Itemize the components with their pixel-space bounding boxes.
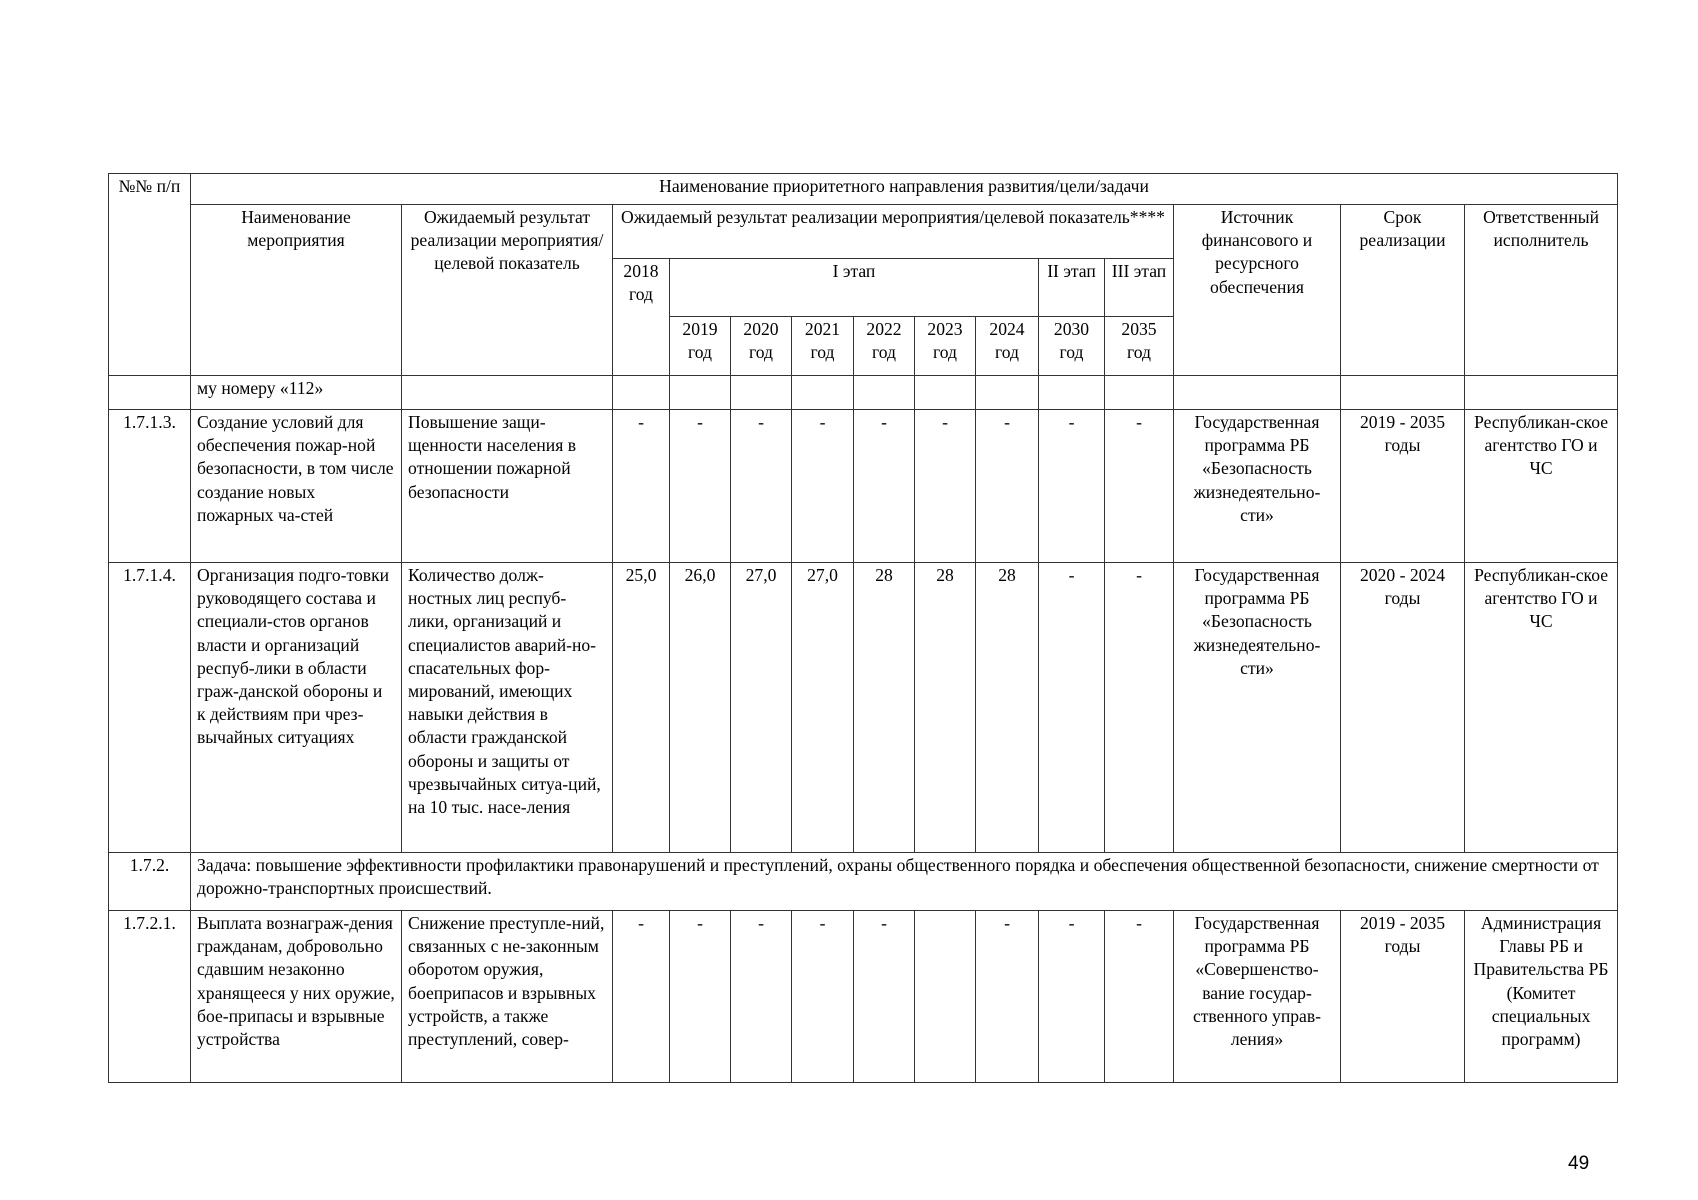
header-responsible: Ответственный исполнитель [1465, 205, 1618, 376]
cell-value-2021: - [792, 911, 854, 1083]
cell-empty [854, 376, 915, 410]
cell-empty [1465, 376, 1618, 410]
cell-term: 2019 - 2035 годы [1341, 911, 1465, 1083]
header-year: 2021 год [792, 317, 854, 376]
cell-empty [792, 376, 854, 410]
cell-measure-name: Организация подго-товки руководящего состава и специали-стов органов власти и организаций респуб-лики в области граж-данской обороны и к действиям при чрез-вычайных ситуациях [191, 563, 402, 853]
cell-empty [613, 376, 670, 410]
header-stage-3: III этап [1105, 259, 1174, 317]
cell-value-2023: - [915, 410, 976, 563]
header-expected-result: Ожидаемый результат реализации мероприятия/целевой показатель [402, 205, 613, 376]
header-num-col: №№ п/п [109, 174, 191, 376]
cell-term: 2020 - 2024 годы [1341, 563, 1465, 853]
cell-value-2020: - [731, 410, 792, 563]
cell-value-2024: 28 [976, 563, 1039, 853]
cell-value-2023 [915, 911, 976, 1083]
table-row [109, 911, 1618, 1083]
cell-measure-name: Выплата вознаграж-дения гражданам, добровольно сдавшим незаконно хранящееся у них оружие, бое-припасы и взрывные устройства [191, 911, 402, 1083]
cell-responsible: Республикан-ское агентство ГО и ЧС [1465, 410, 1618, 563]
cell-value-2030: - [1039, 410, 1105, 563]
cell-empty [976, 376, 1039, 410]
cell-num: 1.7.2.1. [109, 911, 191, 1083]
cell-value-2023: 28 [915, 563, 976, 853]
cell-value-2024: - [976, 911, 1039, 1083]
program-table [108, 173, 1618, 1083]
header-year: 2019 год [670, 317, 731, 376]
cell-value-2020: 27,0 [731, 563, 792, 853]
cell-value-2022: - [854, 410, 915, 563]
header-expected-result-group: Ожидаемый результат реализации мероприятия/целевой показатель**** [613, 205, 1174, 259]
cell-value-2022: - [854, 911, 915, 1083]
cell-value-2035: - [1105, 911, 1174, 1083]
table-row [109, 410, 1618, 563]
cell-expected-result: Снижение преступле-ний, связанных с не-законным оборотом оружия, боеприпасов и взрывных устройств, а также преступлений, совер- [402, 911, 613, 1083]
cell-empty [1174, 376, 1341, 410]
cell-term: 2019 - 2035 годы [1341, 410, 1465, 563]
cell-value-2019: - [670, 911, 731, 1083]
header-top-title: Наименование приоритетного направления развития/цели/задачи [191, 174, 1618, 205]
cell-value-2019: - [670, 410, 731, 563]
header-row-2 [109, 205, 1618, 259]
page-number: 49 [1568, 1153, 1590, 1174]
cell-expected-result: Повышение защи-щенности населения в отношении пожарной безопасности [402, 410, 613, 563]
header-measure-name: Наименование мероприятия [191, 205, 402, 376]
cell-empty [1105, 376, 1174, 410]
cell-value-2021: 27,0 [792, 563, 854, 853]
cell-empty [670, 376, 731, 410]
cell-empty [915, 376, 976, 410]
cell-source: Государственная программа РБ «Безопасность жизнедеятельно-сти» [1174, 563, 1341, 853]
header-year-2018: 2018 год [613, 259, 670, 376]
cell-responsible: Республикан-ское агентство ГО и ЧС [1465, 563, 1618, 853]
cell-value-2018: - [613, 410, 670, 563]
continuation-row [109, 376, 1618, 410]
cell-source: Государственная программа РБ «Совершенство-вание государ-ственного управ-ления» [1174, 911, 1341, 1083]
cell-num: 1.7.1.3. [109, 410, 191, 563]
header-year: 2035 год [1105, 317, 1174, 376]
cell-measure-name: Создание условий для обеспечения пожар-ной безопасности, в том числе создание новых пожарных ча-стей [191, 410, 402, 563]
cell-value-2022: 28 [854, 563, 915, 853]
cell-responsible: Администрация Главы РБ и Правительства РБ (Комитет специальных программ) [1465, 911, 1618, 1083]
cell-measure-name: му номеру «112» [191, 376, 402, 410]
cell-empty [1039, 376, 1105, 410]
cell-value-2030: - [1039, 563, 1105, 853]
cell-source: Государственная программа РБ «Безопасность жизнедеятельно-сти» [1174, 410, 1341, 563]
header-row-1 [109, 174, 1618, 205]
cell-value-2021: - [792, 410, 854, 563]
cell-num: 1.7.2. [109, 853, 191, 911]
cell-empty [402, 376, 613, 410]
task-row [109, 853, 1618, 911]
cell-value-2019: 26,0 [670, 563, 731, 853]
header-year: 2030 год [1039, 317, 1105, 376]
cell-value-2020: - [731, 911, 792, 1083]
cell-num: 1.7.1.4. [109, 563, 191, 853]
header-stage-2: II этап [1039, 259, 1105, 317]
header-term: Срок реализации [1341, 205, 1465, 376]
header-year: 2024 год [976, 317, 1039, 376]
cell-value-2035: - [1105, 410, 1174, 563]
cell-value-2030: - [1039, 911, 1105, 1083]
header-stage-1: I этап [670, 259, 1039, 317]
header-source: Источник финансового и ресурсного обеспечения [1174, 205, 1341, 376]
header-year: 2023 год [915, 317, 976, 376]
table-row [109, 563, 1618, 853]
cell-empty [1341, 376, 1465, 410]
header-year: 2020 год [731, 317, 792, 376]
cell-value-2018: 25,0 [613, 563, 670, 853]
cell-value-2035: - [1105, 563, 1174, 853]
cell-value-2018: - [613, 911, 670, 1083]
cell-expected-result: Количество долж-ностных лиц респуб-лики, организаций и специалистов аварий-но-спасательных фор-мирований, имеющих навыки действия в области гражданской обороны и защиты от чрезвычайных ситуа-ций, на 10 тыс. насе-ления [402, 563, 613, 853]
cell-empty [731, 376, 792, 410]
cell-value-2024: - [976, 410, 1039, 563]
cell-task-text: Задача: повышение эффективности профилактики правонарушений и преступлений, охраны общественного порядка и обеспечения общественной безопасности, снижение смертности от дорожно-транспортных происшествий. [191, 853, 1618, 911]
header-year: 2022 год [854, 317, 915, 376]
cell-num [109, 376, 191, 410]
